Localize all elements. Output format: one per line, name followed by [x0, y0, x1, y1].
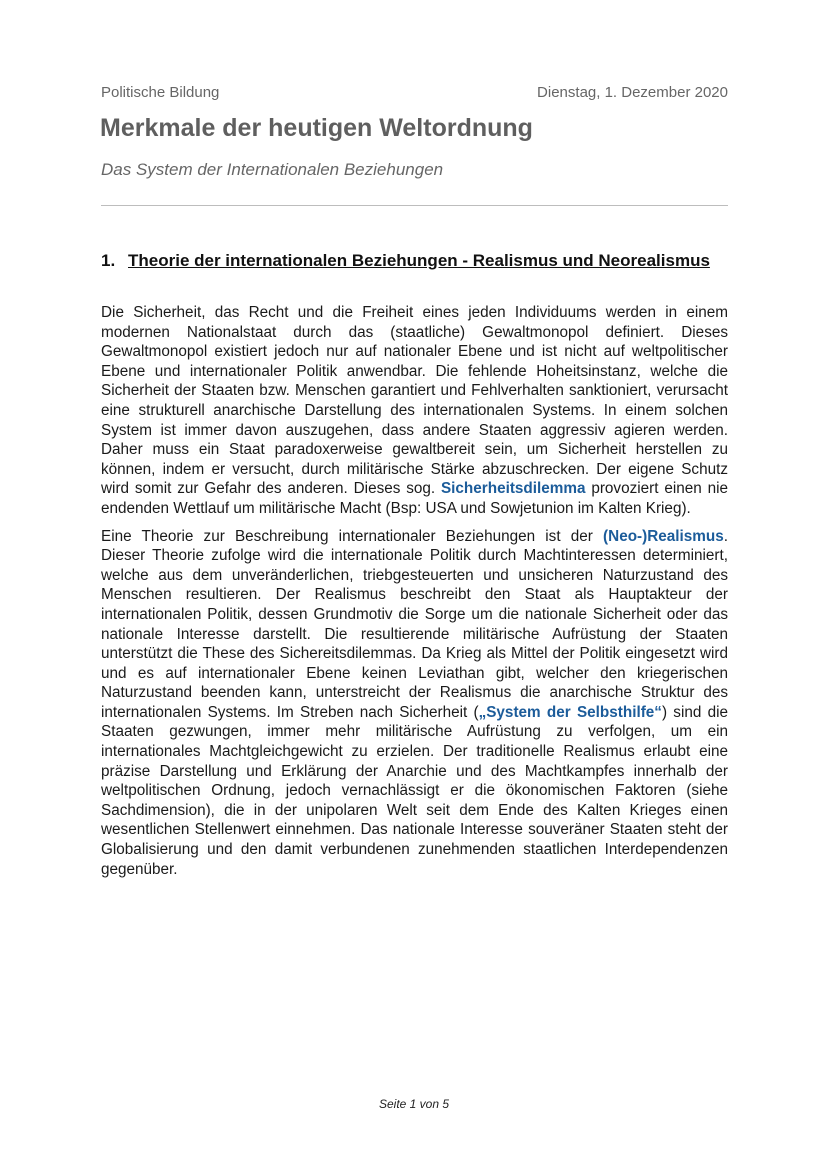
key-term: Sicherheitsdilemma	[440, 480, 586, 498]
text: Eine Theorie zur Beschreibung internationaler Beziehungen ist der	[101, 527, 604, 545]
section-number: 1.	[101, 251, 116, 270]
page-subtitle: Das System der Internationalen Beziehungen	[101, 160, 444, 179]
key-term: „System der Selbsthilfe“	[478, 703, 662, 721]
divider	[101, 205, 728, 206]
key-term: (Neo-)Realismus	[603, 527, 724, 545]
page-number: Seite 1 von 5	[378, 1097, 450, 1111]
paragraph	[101, 303, 728, 519]
text: ) sind die Staaten gezwungen, immer mehr militärische Aufrüstung zu verfolgen, um ein internationales Machtgleichgewicht zu erzielen. Der traditionelle Realismus erlaubt eine präzise Darstellung und Erklärung der Anarchie und des Machtkampfes innerhalb der weltpolitischen Ordnung, jedoch vernachlässigt er die ökonomischen Faktoren (siehe Sachdimension), die in der unipolaren Welt seit dem Ende des Kalten Krieges einen wesentlichen Stellenwert einnehmen. Das nationale Interesse souveräner Staaten steht der Globalisierung und den damit verbundenen zunehmenden staatlichen Interdependenzen gegenüber.	[101, 703, 729, 878]
page-title: Merkmale der heutigen Weltordnung	[100, 114, 533, 142]
page-header	[101, 84, 728, 101]
text: provoziert einen nie endenden Wettlauf um militärische Macht (Bsp: USA und Sowjetunion im Kalten Krieg).	[101, 480, 728, 517]
document-body	[101, 303, 728, 887]
section-heading	[101, 250, 728, 271]
text: Die Sicherheit, das Recht und die Freiheit eines jeden Individuums werden in einem modernen Nationalstaat durch das (staatliche) Gewaltmonopol definiert. Dieses Gewaltmonopol existiert jedoch nur auf nationaler Ebene und ist nicht auf weltpolitischer Ebene und internationaler Politik anwendbar. Die fehlende Hoheitsinstanz, welche die Sicherheit der Staaten bzw. Menschen garantiert und Fehlverhalten sanktioniert, verursacht eine strukturell anarchische Darstellung des internationalen Systems. In einem solchen System ist immer davon auszugehen, dass andere Staaten aggressiv agieren werden. Daher muss ein Staat paradoxerweise gewaltbereit sein, um Sicherheit herstellen zu können, indem er versucht, durch militärische Stärke abzuschrecken. Der eigene Schutz wird somit zur Gefahr des anderen. Dieses sog.	[101, 304, 728, 498]
paragraph	[101, 527, 728, 880]
section-title: Theorie der internationalen Beziehungen - Realismus und Neorealismus	[128, 251, 710, 270]
date-label: Dienstag, 1. Dezember 2020	[537, 84, 728, 101]
subject-label: Politische Bildung	[101, 84, 220, 101]
text: . Dieser Theorie zufolge wird die internationale Politik durch Machtinteressen determiniert, welche aus dem unveränderlichen, triebgesteuerten und unsicheren Naturzustand des Menschen resultieren. Der Realismus beschreibt den Staat als Hauptakteur der internationalen Politik, dessen Grundmotiv die Sorge um die nationale Sicherheit oder das nationale Interesse darstellt. Die resultierende militärische Aufrüstung der Staaten unterstützt die These des Sichereitsdilemmas. Da Krieg als Mittel der Politik eingesetzt wird und es auf internationaler Ebene keinen Leviathan gibt, welcher den kriegerischen Naturzustand beenden kann, unterstreicht der Realismus die anarchische Struktur des internationalen Systems. Im Streben nach Sicherheit (	[101, 527, 728, 721]
